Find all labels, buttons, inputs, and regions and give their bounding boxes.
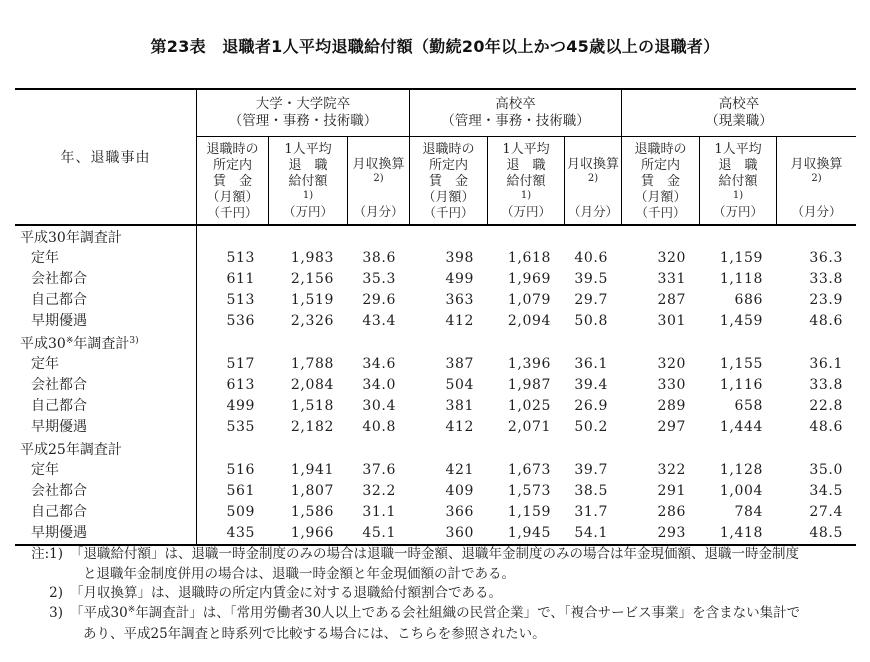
- value-cell: 1,159: [507, 504, 551, 520]
- note-line: [70, 565, 861, 585]
- column-group-header: [409, 90, 621, 137]
- row-label: 早期優遇: [15, 311, 197, 332]
- label-line: 月収換算: [567, 157, 620, 172]
- unit-label: （千円）: [423, 205, 474, 220]
- section-label-part: 3): [129, 336, 139, 346]
- table-title: 第23表 退職者1人平均退職給付額（勤続20年以上かつ45歳以上の退職者）: [150, 37, 720, 56]
- value-cell: 1,969: [507, 271, 551, 287]
- value-cell: 27.4: [809, 504, 843, 520]
- row-label: 自己都合: [15, 290, 197, 311]
- label-line: 賃 金: [640, 174, 680, 189]
- value-cell: 509: [226, 504, 255, 520]
- note-text: [70, 584, 861, 604]
- value-cell: 1,396: [507, 356, 551, 372]
- value-cell: 499: [445, 271, 474, 287]
- value-cell: 48.6: [809, 419, 843, 435]
- value-cell: 1,079: [507, 292, 551, 308]
- value-cell: 412: [445, 313, 474, 329]
- note-text: [70, 604, 861, 645]
- value-cell: 1,128: [719, 462, 763, 478]
- value-cell: 360: [445, 525, 474, 541]
- unit-label: （月分）: [353, 204, 404, 219]
- value-cell: 291: [657, 483, 686, 499]
- value-cell: 39.4: [574, 377, 608, 393]
- subcolumn-label: [422, 142, 474, 206]
- value-cell: 29.7: [574, 292, 608, 308]
- footnote: [15, 545, 861, 584]
- row-label: 会社都合: [15, 375, 197, 396]
- column-group-header: [621, 90, 856, 137]
- subcolumn-header: [197, 137, 268, 226]
- label-line: 退 職: [506, 158, 546, 173]
- note-ref: 1): [302, 190, 314, 201]
- note-ref: 2): [811, 173, 822, 184]
- group-title-line: 高校卒: [495, 96, 536, 112]
- label-line: 1人平均: [284, 142, 332, 157]
- note-segment: と退職年金制度併用の場合は、退職一時金額と年金現価額の計である。: [83, 565, 515, 582]
- subcolumn-header: [564, 137, 621, 226]
- note-segment: 年調査計」は、「常用労働者30人以上である会社組織の民営企業」で、「複合サービス事業」を含まない集計で: [135, 604, 801, 621]
- value-cell: 48.5: [809, 525, 843, 541]
- row-label: 自己都合: [15, 502, 197, 523]
- value-cell: 297: [657, 419, 686, 435]
- label-line: 1人平均: [502, 142, 550, 157]
- note-ref: 1): [732, 190, 744, 201]
- value-cell: 1,945: [507, 525, 551, 541]
- value-cell: 613: [226, 377, 255, 393]
- value-cell: 36.1: [574, 356, 608, 372]
- group-title-line: 高校卒: [718, 96, 760, 112]
- value-cell: 398: [445, 250, 474, 266]
- row-label: 自己都合: [15, 396, 197, 417]
- value-cell: 381: [445, 398, 474, 414]
- value-cell: 1,159: [719, 250, 763, 266]
- value-cell: 39.7: [574, 462, 608, 478]
- statistics-table: [15, 88, 856, 546]
- value-cell: 2,094: [507, 313, 551, 329]
- section-label: [15, 332, 197, 354]
- subcolumn-label: [206, 142, 258, 206]
- label-line: 給付額: [506, 174, 546, 189]
- note-line: [70, 545, 861, 565]
- section-label-part: 年調査計: [73, 336, 130, 352]
- note-ref: 2): [587, 173, 599, 184]
- value-cell: 1,983: [290, 250, 334, 266]
- value-cell: 26.9: [574, 398, 608, 414]
- group-title-line: （管理・事務・技術職）: [228, 113, 378, 129]
- subcolumn-header: [621, 137, 699, 226]
- section-label-part: 平成25年調査計: [20, 442, 122, 458]
- note-number: 2): [49, 585, 63, 601]
- label-line: 賃 金: [212, 174, 252, 189]
- value-cell: 35.0: [809, 462, 843, 478]
- section-label: [15, 226, 197, 248]
- label-line: 月収換算: [352, 157, 405, 172]
- value-cell: 536: [226, 313, 255, 329]
- note-line: [70, 604, 861, 626]
- value-cell: 1,941: [290, 462, 334, 478]
- value-cell: 31.1: [362, 504, 396, 520]
- row-header-cell: 年、退職事由: [15, 90, 197, 226]
- footnote: [15, 604, 861, 645]
- value-cell: 366: [445, 504, 474, 520]
- subcolumn-header: [409, 137, 487, 226]
- value-cell: 2,326: [290, 313, 334, 329]
- row-label: 定年: [15, 460, 197, 481]
- value-cell: 38.5: [574, 483, 608, 499]
- unit-label: （万円）: [282, 204, 333, 219]
- footnote: [15, 584, 861, 604]
- value-cell: 535: [226, 419, 255, 435]
- value-cell: 1,966: [290, 525, 334, 541]
- label-line: 所定内: [640, 158, 680, 173]
- value-cell: 1,118: [719, 271, 763, 287]
- value-cell: 1,788: [290, 356, 334, 372]
- note-segment: 「退職給付額」は、退職一時金制度のみの場合は退職一時金額、退職年金制度のみの場合は年金現価額、退職一時金制度: [70, 546, 799, 562]
- value-cell: 1,673: [507, 462, 551, 478]
- value-cell: 40.6: [574, 250, 608, 266]
- subcolumn-label: [714, 142, 761, 201]
- value-cell: 2,071: [507, 419, 551, 435]
- value-cell: 1,519: [290, 292, 334, 308]
- subcolumn-label: [352, 142, 404, 184]
- label-line: 1人平均: [714, 142, 762, 157]
- note-ref: 1): [520, 190, 532, 201]
- section-label-part: ※: [65, 336, 74, 346]
- unit-label: （万円）: [712, 204, 763, 219]
- label-line: 所定内: [212, 158, 252, 173]
- label-line: 賃 金: [428, 174, 468, 189]
- column-group-header: [197, 90, 409, 137]
- note-number: 3): [49, 604, 63, 621]
- value-cell: 435: [226, 525, 255, 541]
- value-cell: 50.8: [574, 313, 608, 329]
- value-cell: 1,116: [719, 377, 763, 393]
- value-cell: 22.8: [809, 398, 843, 414]
- label-line: 退 職: [718, 158, 758, 173]
- value-cell: 1,807: [290, 483, 334, 499]
- value-cell: 1,025: [507, 398, 551, 414]
- subcolumn-label: [790, 142, 842, 184]
- group-title-line: （現業職）: [705, 113, 773, 129]
- value-cell: 43.4: [362, 313, 396, 329]
- subcolumn-header: [776, 137, 856, 226]
- value-cell: 2,182: [290, 419, 334, 435]
- label-line: 退職時の: [206, 142, 259, 157]
- row-label: 会社都合: [15, 269, 197, 290]
- value-cell: 293: [657, 525, 686, 541]
- value-cell: 2,084: [290, 377, 334, 393]
- label-line: 退 職: [288, 158, 328, 173]
- value-cell: 34.0: [362, 377, 396, 393]
- value-cell: 686: [734, 292, 763, 308]
- value-cell: 1,518: [290, 398, 334, 414]
- value-cell: 1,444: [719, 419, 763, 435]
- value-cell: 517: [226, 356, 255, 372]
- value-cell: 412: [445, 419, 474, 435]
- subcolumn-header: [699, 137, 776, 226]
- value-cell: 1,155: [719, 356, 763, 372]
- value-cell: 1,987: [507, 377, 551, 393]
- value-cell: 30.4: [362, 398, 396, 414]
- label-line: 給付額: [718, 174, 758, 189]
- row-label: 会社都合: [15, 481, 197, 502]
- note-line: [70, 625, 861, 645]
- label-line: （月額）: [422, 190, 475, 205]
- group-title-line: 大学・大学院卒: [255, 96, 351, 112]
- value-cell: 561: [226, 483, 255, 499]
- row-label: 早期優遇: [15, 417, 197, 438]
- unit-label: （月分）: [567, 204, 618, 219]
- value-cell: 322: [657, 462, 686, 478]
- section-label-part: 平成30年調査計: [20, 230, 122, 246]
- value-cell: 1,418: [719, 525, 763, 541]
- note-number: 注:1): [31, 546, 63, 562]
- value-cell: 784: [734, 504, 763, 520]
- value-cell: 34.5: [809, 483, 843, 499]
- value-cell: 36.3: [809, 250, 843, 266]
- group-title-line: （管理・事務・技術職）: [441, 113, 590, 129]
- note-segment: 「平成30: [70, 604, 128, 621]
- value-cell: 409: [445, 483, 474, 499]
- row-label: 定年: [15, 248, 197, 269]
- subcolumn-header: [487, 137, 564, 226]
- note-segment: 「月収換算」は、退職時の所定内賃金に対する退職給付額割合である。: [70, 585, 502, 601]
- value-cell: 289: [657, 398, 686, 414]
- value-cell: 658: [734, 398, 763, 414]
- label-line: 所定内: [428, 158, 468, 173]
- unit-label: （月分）: [791, 204, 842, 219]
- value-cell: 320: [657, 250, 686, 266]
- value-cell: 40.8: [362, 419, 396, 435]
- unit-label: （千円）: [207, 205, 258, 220]
- value-cell: 37.6: [362, 462, 396, 478]
- subcolumn-label: [502, 142, 549, 201]
- unit-label: （万円）: [500, 204, 551, 219]
- label-line: 月収換算: [790, 157, 843, 172]
- subcolumn-header: [347, 137, 409, 226]
- value-cell: 33.8: [809, 377, 843, 393]
- note-text: [70, 545, 861, 584]
- value-cell: 48.6: [809, 313, 843, 329]
- value-cell: 39.5: [574, 271, 608, 287]
- value-cell: 301: [657, 313, 686, 329]
- section-label: [15, 438, 197, 460]
- value-cell: 33.8: [809, 271, 843, 287]
- value-cell: 504: [445, 377, 474, 393]
- value-cell: 363: [445, 292, 474, 308]
- value-cell: 513: [226, 250, 255, 266]
- value-cell: 1,586: [290, 504, 334, 520]
- value-cell: 1,573: [507, 483, 551, 499]
- label-line: （月額）: [206, 190, 259, 205]
- value-cell: 320: [657, 356, 686, 372]
- row-label: 早期優遇: [15, 523, 197, 544]
- footnotes: [15, 545, 861, 645]
- note-segment: あり、平成25年調査と時系列で比較する場合には、こちらを参照されたい。: [83, 626, 546, 642]
- section-label-part: 平成30: [20, 336, 66, 352]
- subcolumn-label: [284, 142, 331, 201]
- value-cell: 421: [445, 462, 474, 478]
- label-line: （月額）: [634, 190, 687, 205]
- subcolumn-header: [268, 137, 347, 226]
- value-cell: 387: [445, 356, 474, 372]
- value-cell: 54.1: [574, 525, 608, 541]
- label-line: 退職時の: [634, 142, 687, 157]
- row-label: 定年: [15, 354, 197, 375]
- value-cell: 513: [226, 292, 255, 308]
- value-cell: 286: [657, 504, 686, 520]
- value-cell: 31.7: [574, 504, 608, 520]
- unit-label: （千円）: [635, 205, 686, 220]
- value-cell: 38.6: [362, 250, 396, 266]
- label-line: 退職時の: [422, 142, 475, 157]
- value-cell: 611: [226, 271, 255, 287]
- value-cell: 331: [657, 271, 686, 287]
- value-cell: 2,156: [290, 271, 334, 287]
- value-cell: 32.2: [362, 483, 396, 499]
- value-cell: 23.9: [809, 292, 843, 308]
- note-segment: ※: [127, 604, 136, 615]
- subcolumn-label: [634, 142, 686, 206]
- value-cell: 1,004: [719, 483, 763, 499]
- subcolumn-label: [567, 142, 619, 184]
- value-cell: 499: [226, 398, 255, 414]
- value-cell: 34.6: [362, 356, 396, 372]
- note-ref: 2): [373, 173, 384, 184]
- value-cell: 29.6: [362, 292, 396, 308]
- value-cell: 36.1: [809, 356, 843, 372]
- value-cell: 45.1: [362, 525, 396, 541]
- label-line: 給付額: [288, 174, 328, 189]
- value-cell: 1,618: [507, 250, 551, 266]
- note-line: [70, 584, 861, 604]
- value-cell: 35.3: [362, 271, 396, 287]
- value-cell: 1,459: [719, 313, 763, 329]
- value-cell: 50.2: [574, 419, 608, 435]
- value-cell: 330: [657, 377, 686, 393]
- value-cell: 516: [226, 462, 255, 478]
- value-cell: 287: [657, 292, 686, 308]
